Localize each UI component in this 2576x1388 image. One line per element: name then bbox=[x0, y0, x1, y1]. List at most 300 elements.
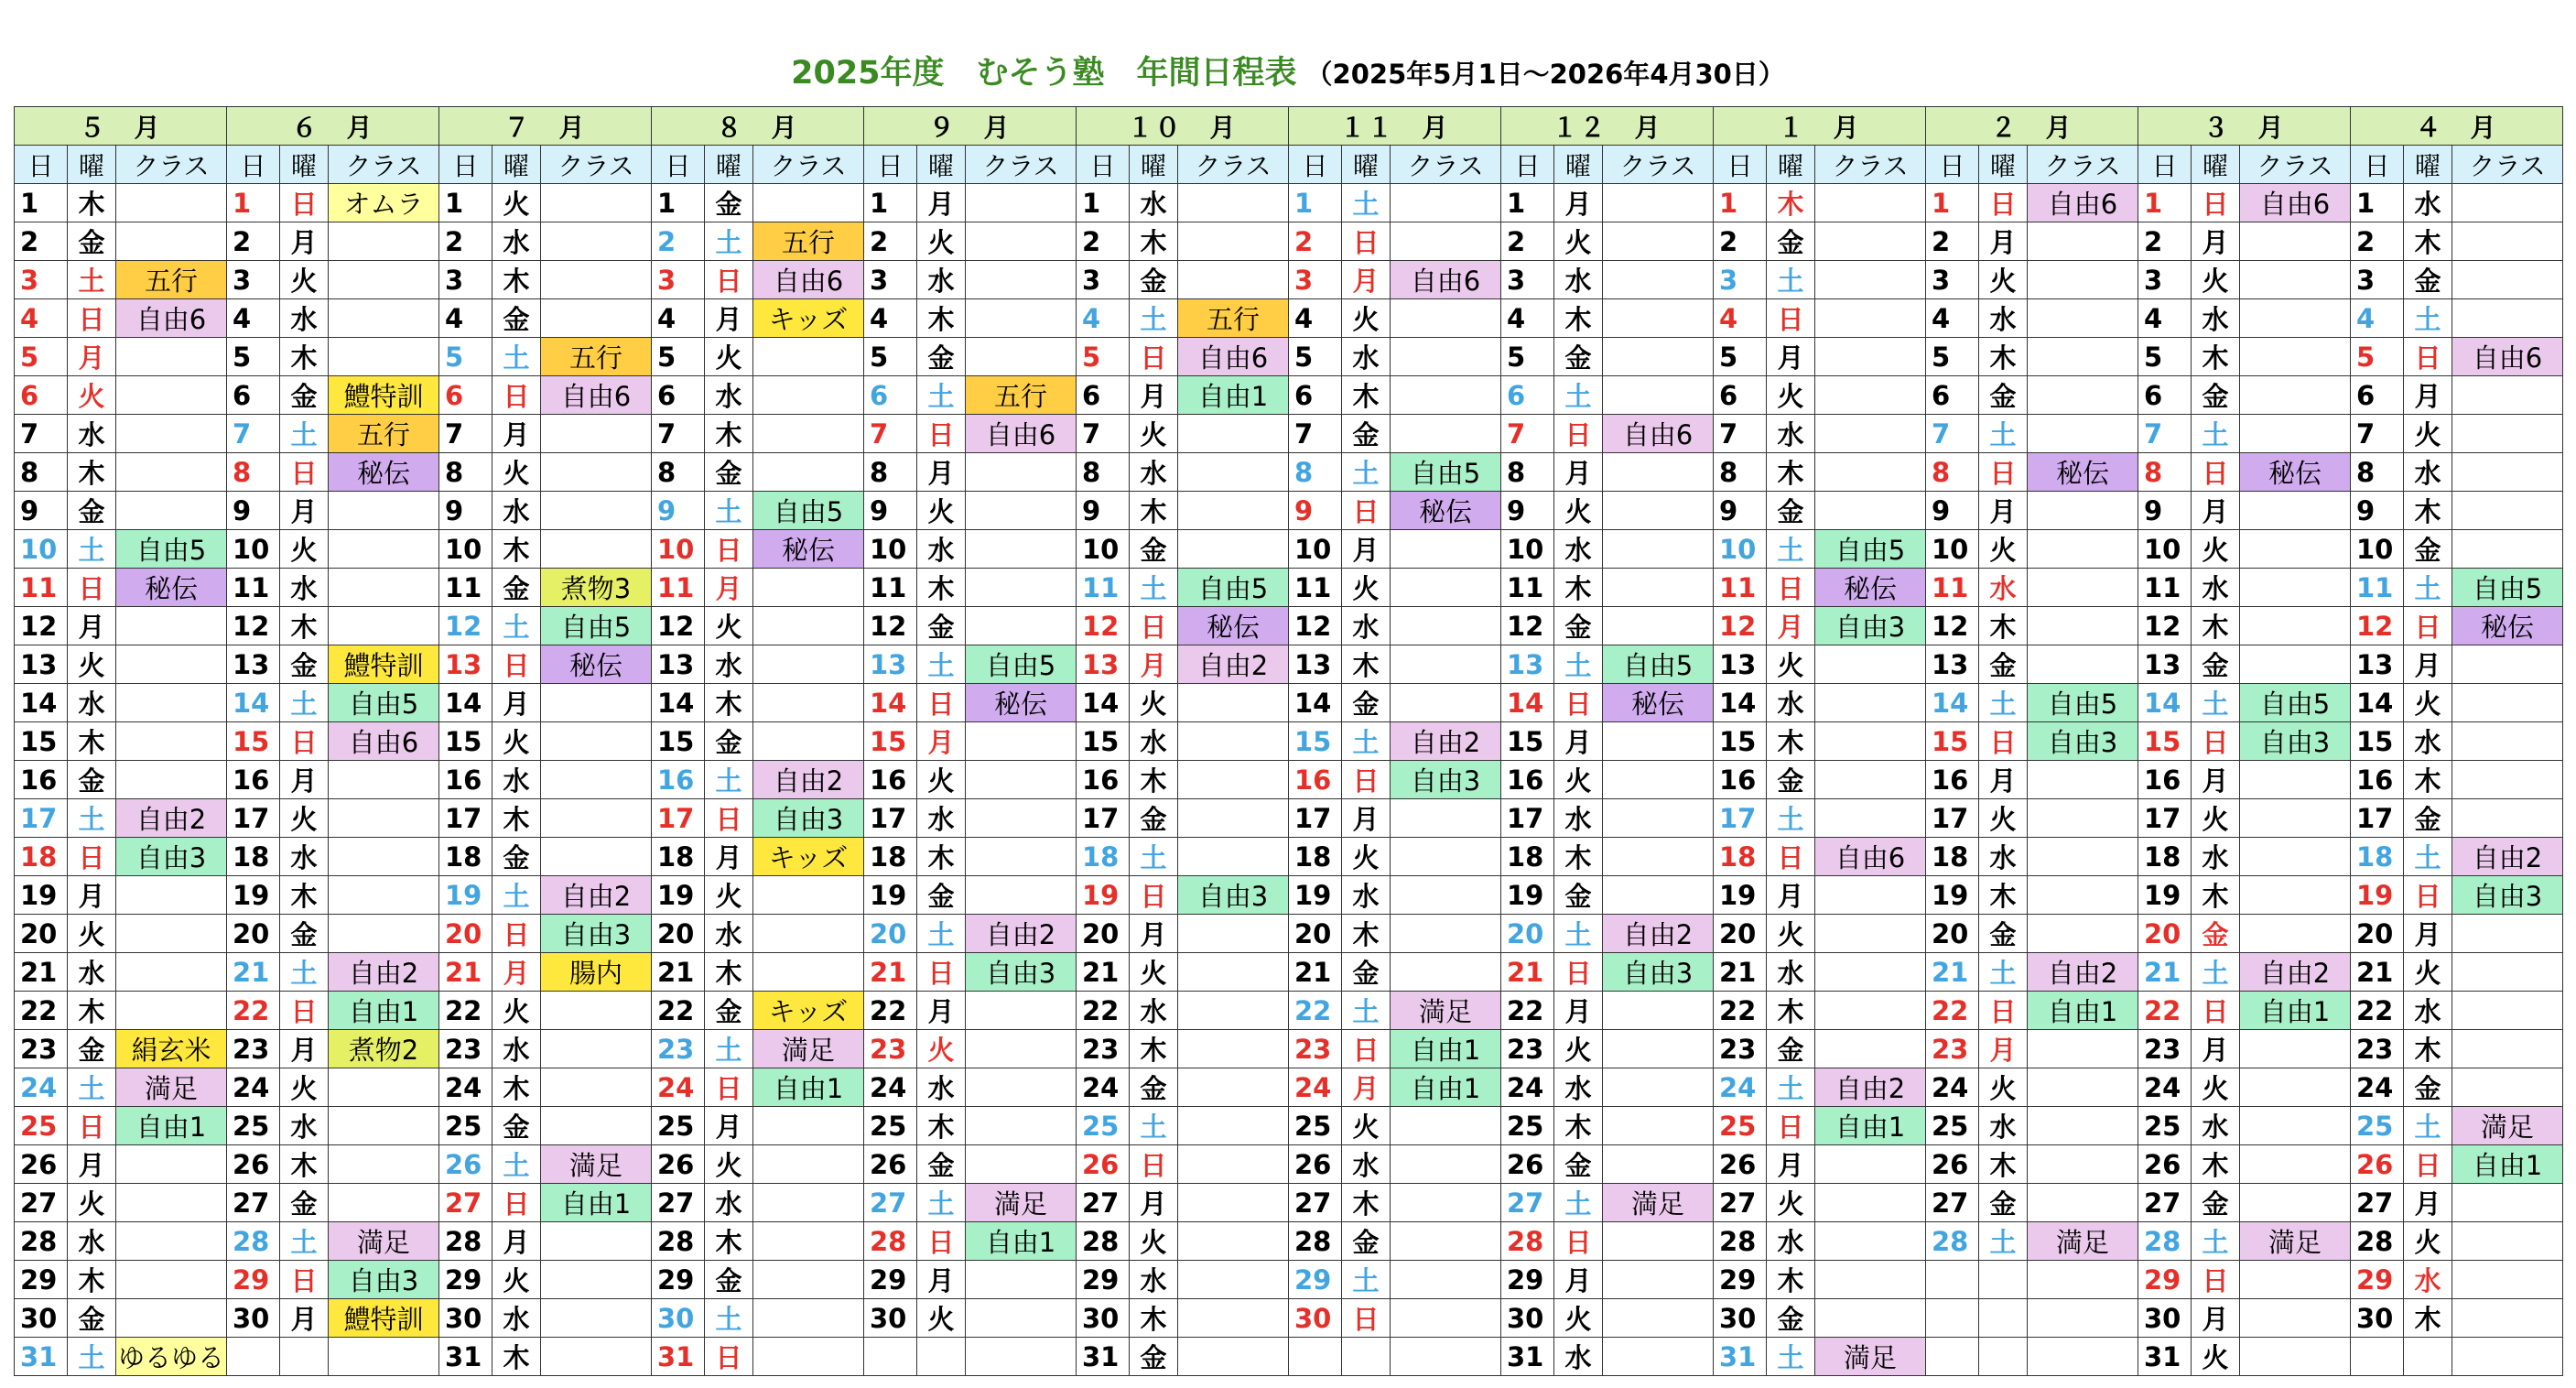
class-cell bbox=[1603, 184, 1714, 222]
weekday-cell: 金 bbox=[2404, 530, 2452, 569]
weekday-cell: 日 bbox=[1130, 876, 1178, 915]
col-header-weekday: 曜 bbox=[1130, 146, 1178, 184]
class-cell bbox=[1391, 184, 1501, 222]
day-cell: 31 bbox=[439, 1338, 492, 1376]
weekday-cell bbox=[1979, 1261, 2028, 1299]
weekday-cell: 土 bbox=[492, 876, 541, 915]
table-row bbox=[15, 1299, 2563, 1338]
day-cell: 20 bbox=[1926, 915, 1979, 953]
day-cell: 12 bbox=[2138, 607, 2192, 645]
day-cell: 8 bbox=[652, 453, 705, 492]
weekday-cell: 水 bbox=[1342, 607, 1391, 645]
table-row bbox=[15, 684, 2563, 722]
weekday-cell: 日 bbox=[1767, 1107, 1815, 1145]
weekday-cell: 月 bbox=[1554, 453, 1603, 492]
col-header-weekday: 曜 bbox=[68, 146, 116, 184]
day-cell: 20 bbox=[439, 915, 492, 953]
class-cell bbox=[753, 1107, 864, 1145]
day-cell: 23 bbox=[1501, 1030, 1554, 1068]
day-cell: 4 bbox=[439, 299, 492, 338]
class-cell: 秘伝 bbox=[541, 645, 652, 684]
class-cell: 秘伝 bbox=[1391, 492, 1501, 530]
class-cell: 自由1 bbox=[2028, 992, 2138, 1030]
weekday-cell: 木 bbox=[1130, 761, 1178, 799]
weekday-cell: 火 bbox=[68, 376, 116, 415]
weekday-cell: 火 bbox=[705, 607, 753, 645]
class-cell: 自由3 bbox=[2240, 722, 2351, 761]
weekday-cell: 金 bbox=[917, 876, 966, 915]
weekday-cell: 木 bbox=[2404, 222, 2452, 261]
weekday-cell: 木 bbox=[1979, 338, 2028, 376]
weekday-cell: 木 bbox=[68, 992, 116, 1030]
class-cell: 自由2 bbox=[116, 799, 227, 838]
weekday-cell: 土 bbox=[280, 684, 329, 722]
class-cell: 自由6 bbox=[1391, 261, 1501, 299]
class-cell bbox=[2240, 915, 2351, 953]
class-cell bbox=[1178, 684, 1289, 722]
day-cell: 22 bbox=[439, 992, 492, 1030]
day-cell: 19 bbox=[15, 876, 68, 915]
weekday-cell: 金 bbox=[917, 338, 966, 376]
day-cell: 14 bbox=[1714, 684, 1767, 722]
weekday-cell: 金 bbox=[1767, 492, 1815, 530]
day-cell: 13 bbox=[2138, 645, 2192, 684]
class-cell bbox=[1391, 569, 1501, 607]
weekday-cell: 月 bbox=[705, 1107, 753, 1145]
class-cell: 自由1 bbox=[2240, 992, 2351, 1030]
weekday-cell: 日 bbox=[705, 530, 753, 569]
class-cell: 自由6 bbox=[966, 415, 1077, 453]
class-cell: 自由3 bbox=[1603, 953, 1714, 992]
class-cell bbox=[116, 1261, 227, 1299]
class-cell: 自由5 bbox=[1178, 569, 1289, 607]
month-header: ４ 月 bbox=[2351, 107, 2563, 146]
weekday-cell: 土 bbox=[1130, 1107, 1178, 1145]
class-cell bbox=[1178, 915, 1289, 953]
weekday-cell: 火 bbox=[705, 1145, 753, 1184]
weekday-cell: 金 bbox=[1554, 876, 1603, 915]
weekday-cell: 月 bbox=[2404, 915, 2452, 953]
class-cell: 自由2 bbox=[753, 761, 864, 799]
day-cell: 27 bbox=[227, 1184, 280, 1222]
day-cell: 21 bbox=[1289, 953, 1342, 992]
day-cell: 4 bbox=[1289, 299, 1342, 338]
class-cell bbox=[966, 530, 1077, 569]
weekday-cell: 火 bbox=[917, 492, 966, 530]
class-cell: 満足 bbox=[329, 1222, 439, 1261]
weekday-cell: 金 bbox=[1979, 645, 2028, 684]
col-header-weekday: 曜 bbox=[492, 146, 541, 184]
weekday-cell: 土 bbox=[2192, 953, 2240, 992]
weekday-cell: 木 bbox=[1130, 492, 1178, 530]
weekday-cell: 木 bbox=[1130, 1030, 1178, 1068]
class-cell bbox=[1391, 376, 1501, 415]
weekday-cell: 火 bbox=[1342, 1107, 1391, 1145]
class-cell bbox=[541, 453, 652, 492]
weekday-cell: 火 bbox=[917, 222, 966, 261]
day-cell: 27 bbox=[439, 1184, 492, 1222]
class-cell bbox=[2240, 530, 2351, 569]
class-cell bbox=[1815, 722, 1926, 761]
class-cell bbox=[1815, 876, 1926, 915]
class-cell bbox=[329, 1107, 439, 1145]
table-row bbox=[15, 1030, 2563, 1068]
day-cell: 10 bbox=[652, 530, 705, 569]
table-row bbox=[15, 1184, 2563, 1222]
class-cell bbox=[116, 953, 227, 992]
weekday-cell: 火 bbox=[1554, 1030, 1603, 1068]
weekday-cell: 日 bbox=[280, 722, 329, 761]
weekday-cell: 水 bbox=[1767, 953, 1815, 992]
weekday-cell: 水 bbox=[1342, 1145, 1391, 1184]
table-row bbox=[15, 299, 2563, 338]
day-cell: 19 bbox=[1501, 876, 1554, 915]
col-header-day: 日 bbox=[1501, 146, 1554, 184]
calendar-body bbox=[15, 184, 2563, 1376]
class-cell bbox=[753, 645, 864, 684]
table-row bbox=[15, 645, 2563, 684]
title-main: 2025年度 むそう塾 年間日程表 bbox=[791, 55, 1297, 92]
day-cell: 12 bbox=[652, 607, 705, 645]
weekday-cell: 日 bbox=[1767, 299, 1815, 338]
day-cell: 20 bbox=[652, 915, 705, 953]
day-cell: 7 bbox=[227, 415, 280, 453]
class-cell bbox=[966, 492, 1077, 530]
col-header-class: クラス bbox=[1815, 146, 1926, 184]
day-cell: 13 bbox=[439, 645, 492, 684]
weekday-cell: 月 bbox=[917, 453, 966, 492]
day-cell: 12 bbox=[439, 607, 492, 645]
class-cell: 自由2 bbox=[1391, 722, 1501, 761]
weekday-cell: 火 bbox=[2192, 799, 2240, 838]
weekday-cell: 木 bbox=[68, 722, 116, 761]
class-cell: 五行 bbox=[116, 261, 227, 299]
weekday-cell: 水 bbox=[2192, 1107, 2240, 1145]
class-cell bbox=[2240, 607, 2351, 645]
weekday-cell: 日 bbox=[1130, 607, 1178, 645]
weekday-cell: 木 bbox=[492, 261, 541, 299]
day-cell bbox=[1926, 1261, 1979, 1299]
day-cell: 11 bbox=[1289, 569, 1342, 607]
day-cell: 27 bbox=[864, 1184, 917, 1222]
day-cell: 7 bbox=[2351, 415, 2404, 453]
day-cell: 25 bbox=[864, 1107, 917, 1145]
weekday-cell: 日 bbox=[1979, 992, 2028, 1030]
class-cell bbox=[1815, 684, 1926, 722]
class-cell: 自由6 bbox=[2452, 338, 2563, 376]
class-cell bbox=[116, 1145, 227, 1184]
weekday-cell: 月 bbox=[917, 1261, 966, 1299]
class-cell bbox=[1603, 338, 1714, 376]
day-cell: 17 bbox=[2351, 799, 2404, 838]
weekday-cell: 土 bbox=[1130, 838, 1178, 876]
day-cell: 25 bbox=[15, 1107, 68, 1145]
day-cell: 24 bbox=[227, 1068, 280, 1107]
day-cell: 25 bbox=[1926, 1107, 1979, 1145]
day-cell: 18 bbox=[1077, 838, 1130, 876]
class-cell: 自由6 bbox=[2240, 184, 2351, 222]
day-cell: 22 bbox=[2138, 992, 2192, 1030]
weekday-cell: 土 bbox=[1979, 415, 2028, 453]
weekday-cell: 金 bbox=[1130, 1068, 1178, 1107]
class-cell bbox=[2028, 1068, 2138, 1107]
day-cell: 9 bbox=[1501, 492, 1554, 530]
weekday-cell: 火 bbox=[68, 645, 116, 684]
weekday-cell: 火 bbox=[2404, 684, 2452, 722]
class-cell bbox=[1815, 1222, 1926, 1261]
class-cell bbox=[2240, 569, 2351, 607]
weekday-cell: 月 bbox=[705, 299, 753, 338]
month-header: ９ 月 bbox=[864, 107, 1077, 146]
class-cell bbox=[2240, 1338, 2351, 1376]
weekday-cell: 木 bbox=[280, 876, 329, 915]
weekday-cell: 日 bbox=[705, 799, 753, 838]
class-cell bbox=[2240, 1107, 2351, 1145]
weekday-cell: 金 bbox=[68, 1299, 116, 1338]
day-cell: 24 bbox=[1289, 1068, 1342, 1107]
weekday-cell: 日 bbox=[2404, 876, 2452, 915]
day-cell: 23 bbox=[15, 1030, 68, 1068]
day-cell: 31 bbox=[652, 1338, 705, 1376]
weekday-cell: 日 bbox=[1767, 569, 1815, 607]
weekday-cell: 木 bbox=[917, 299, 966, 338]
day-cell: 16 bbox=[227, 761, 280, 799]
weekday-cell: 水 bbox=[1767, 415, 1815, 453]
class-cell bbox=[1815, 645, 1926, 684]
day-cell: 1 bbox=[227, 184, 280, 222]
day-cell: 2 bbox=[1077, 222, 1130, 261]
weekday-cell: 火 bbox=[68, 915, 116, 953]
day-cell: 10 bbox=[1714, 530, 1767, 569]
weekday-cell: 火 bbox=[2404, 953, 2452, 992]
col-header-weekday: 曜 bbox=[1767, 146, 1815, 184]
day-cell: 24 bbox=[1501, 1068, 1554, 1107]
weekday-cell: 月 bbox=[1767, 607, 1815, 645]
weekday-cell: 土 bbox=[705, 492, 753, 530]
class-cell bbox=[1178, 453, 1289, 492]
weekday-cell: 土 bbox=[1979, 684, 2028, 722]
class-cell bbox=[1391, 799, 1501, 838]
weekday-cell: 日 bbox=[2192, 1261, 2240, 1299]
day-cell: 25 bbox=[652, 1107, 705, 1145]
day-cell: 30 bbox=[1077, 1299, 1130, 1338]
col-header-weekday: 曜 bbox=[1342, 146, 1391, 184]
col-header-day: 日 bbox=[439, 146, 492, 184]
weekday-cell: 金 bbox=[1767, 1030, 1815, 1068]
day-cell: 24 bbox=[15, 1068, 68, 1107]
col-header-day: 日 bbox=[1077, 146, 1130, 184]
col-header-day: 日 bbox=[15, 146, 68, 184]
class-cell: 自由5 bbox=[2452, 569, 2563, 607]
weekday-cell: 月 bbox=[1130, 915, 1178, 953]
class-cell bbox=[1391, 338, 1501, 376]
weekday-cell: 火 bbox=[280, 799, 329, 838]
weekday-cell: 水 bbox=[2404, 722, 2452, 761]
weekday-cell: 日 bbox=[2404, 1145, 2452, 1184]
day-cell: 29 bbox=[439, 1261, 492, 1299]
weekday-cell: 土 bbox=[1554, 915, 1603, 953]
class-cell bbox=[753, 607, 864, 645]
class-cell bbox=[2452, 799, 2563, 838]
day-cell: 29 bbox=[15, 1261, 68, 1299]
day-cell: 10 bbox=[2138, 530, 2192, 569]
class-cell bbox=[2028, 607, 2138, 645]
weekday-cell: 日 bbox=[705, 1068, 753, 1107]
weekday-cell: 金 bbox=[492, 1107, 541, 1145]
class-cell bbox=[1603, 838, 1714, 876]
weekday-cell: 月 bbox=[2192, 222, 2240, 261]
month-header: ６ 月 bbox=[227, 107, 439, 146]
col-header-day: 日 bbox=[1289, 146, 1342, 184]
day-cell: 3 bbox=[15, 261, 68, 299]
day-cell: 9 bbox=[1289, 492, 1342, 530]
class-cell bbox=[2028, 1261, 2138, 1299]
table-row bbox=[15, 1338, 2563, 1376]
day-cell: 26 bbox=[652, 1145, 705, 1184]
class-cell bbox=[753, 1338, 864, 1376]
class-cell: 自由2 bbox=[2028, 953, 2138, 992]
day-cell: 8 bbox=[864, 453, 917, 492]
day-cell: 1 bbox=[1926, 184, 1979, 222]
day-cell: 8 bbox=[1289, 453, 1342, 492]
day-cell: 12 bbox=[15, 607, 68, 645]
weekday-cell: 土 bbox=[1342, 992, 1391, 1030]
weekday-cell: 土 bbox=[1342, 722, 1391, 761]
class-cell bbox=[1178, 1145, 1289, 1184]
class-cell bbox=[541, 299, 652, 338]
day-cell: 28 bbox=[1714, 1222, 1767, 1261]
weekday-cell: 金 bbox=[280, 645, 329, 684]
class-cell bbox=[1178, 1299, 1289, 1338]
day-cell: 11 bbox=[1077, 569, 1130, 607]
day-cell: 7 bbox=[1714, 415, 1767, 453]
class-cell: 自由2 bbox=[1603, 915, 1714, 953]
class-cell bbox=[1178, 799, 1289, 838]
weekday-cell: 土 bbox=[1130, 299, 1178, 338]
weekday-cell: 日 bbox=[1342, 1299, 1391, 1338]
weekday-cell: 月 bbox=[1130, 645, 1178, 684]
weekday-cell: 水 bbox=[1554, 1068, 1603, 1107]
day-cell: 19 bbox=[2138, 876, 2192, 915]
table-row bbox=[15, 915, 2563, 953]
weekday-cell: 金 bbox=[705, 1261, 753, 1299]
col-header-day: 日 bbox=[864, 146, 917, 184]
weekday-cell: 火 bbox=[1767, 376, 1815, 415]
weekday-cell: 日 bbox=[917, 953, 966, 992]
weekday-cell: 木 bbox=[1979, 876, 2028, 915]
class-cell: 自由2 bbox=[966, 915, 1077, 953]
class-cell: 満足 bbox=[753, 1030, 864, 1068]
class-cell: 自由1 bbox=[1815, 1107, 1926, 1145]
day-cell: 13 bbox=[864, 645, 917, 684]
weekday-cell: 土 bbox=[705, 761, 753, 799]
class-cell: 自由2 bbox=[2452, 838, 2563, 876]
class-cell bbox=[1178, 1261, 1289, 1299]
class-cell bbox=[2452, 415, 2563, 453]
weekday-cell: 火 bbox=[917, 1030, 966, 1068]
class-cell: キッズ bbox=[753, 992, 864, 1030]
day-cell: 3 bbox=[2351, 261, 2404, 299]
day-cell: 1 bbox=[1077, 184, 1130, 222]
class-cell bbox=[541, 1107, 652, 1145]
class-cell bbox=[753, 876, 864, 915]
day-cell: 14 bbox=[439, 684, 492, 722]
class-cell: 五行 bbox=[329, 415, 439, 453]
day-cell: 18 bbox=[2138, 838, 2192, 876]
class-cell bbox=[1178, 415, 1289, 453]
day-cell: 12 bbox=[864, 607, 917, 645]
day-cell: 22 bbox=[1077, 992, 1130, 1030]
col-header-class: クラス bbox=[329, 146, 439, 184]
day-cell: 19 bbox=[652, 876, 705, 915]
day-cell: 15 bbox=[15, 722, 68, 761]
table-row bbox=[15, 453, 2563, 492]
weekday-cell: 月 bbox=[1767, 1145, 1815, 1184]
day-cell: 13 bbox=[1289, 645, 1342, 684]
weekday-cell: 木 bbox=[2404, 1030, 2452, 1068]
table-row bbox=[15, 415, 2563, 453]
class-cell bbox=[2452, 1261, 2563, 1299]
class-cell bbox=[2452, 184, 2563, 222]
class-cell: 秘伝 bbox=[329, 453, 439, 492]
weekday-cell: 月 bbox=[1342, 530, 1391, 569]
day-cell: 13 bbox=[1926, 645, 1979, 684]
class-cell: 自由5 bbox=[2028, 684, 2138, 722]
day-cell: 5 bbox=[1714, 338, 1767, 376]
weekday-cell: 木 bbox=[492, 1338, 541, 1376]
class-cell bbox=[1178, 492, 1289, 530]
weekday-cell: 月 bbox=[280, 1030, 329, 1068]
day-cell: 29 bbox=[2351, 1261, 2404, 1299]
day-cell: 19 bbox=[1289, 876, 1342, 915]
day-cell: 9 bbox=[1714, 492, 1767, 530]
day-cell: 15 bbox=[2138, 722, 2192, 761]
class-cell bbox=[1815, 453, 1926, 492]
weekday-cell: 月 bbox=[1554, 722, 1603, 761]
day-cell: 9 bbox=[439, 492, 492, 530]
day-cell: 22 bbox=[15, 992, 68, 1030]
class-cell bbox=[753, 1184, 864, 1222]
col-header-weekday: 曜 bbox=[2404, 146, 2452, 184]
class-cell: 自由1 bbox=[1391, 1030, 1501, 1068]
day-cell: 7 bbox=[2138, 415, 2192, 453]
day-cell: 29 bbox=[864, 1261, 917, 1299]
class-cell bbox=[1178, 1222, 1289, 1261]
class-cell bbox=[966, 761, 1077, 799]
class-cell: 自由5 bbox=[1391, 453, 1501, 492]
weekday-cell: 木 bbox=[1979, 607, 2028, 645]
day-cell: 15 bbox=[227, 722, 280, 761]
class-cell: 自由5 bbox=[1603, 645, 1714, 684]
class-cell bbox=[966, 876, 1077, 915]
day-cell: 15 bbox=[2351, 722, 2404, 761]
weekday-cell: 日 bbox=[1130, 1145, 1178, 1184]
day-cell: 9 bbox=[1926, 492, 1979, 530]
class-cell bbox=[329, 261, 439, 299]
weekday-cell: 木 bbox=[705, 415, 753, 453]
class-cell bbox=[2240, 492, 2351, 530]
class-cell bbox=[1815, 1184, 1926, 1222]
weekday-cell: 月 bbox=[1979, 492, 2028, 530]
weekday-cell: 水 bbox=[2404, 992, 2452, 1030]
day-cell: 17 bbox=[2138, 799, 2192, 838]
day-cell: 15 bbox=[864, 722, 917, 761]
class-cell bbox=[1391, 645, 1501, 684]
weekday-cell: 水 bbox=[2404, 184, 2452, 222]
class-cell bbox=[541, 415, 652, 453]
weekday-cell: 土 bbox=[68, 1338, 116, 1376]
class-cell bbox=[1391, 415, 1501, 453]
